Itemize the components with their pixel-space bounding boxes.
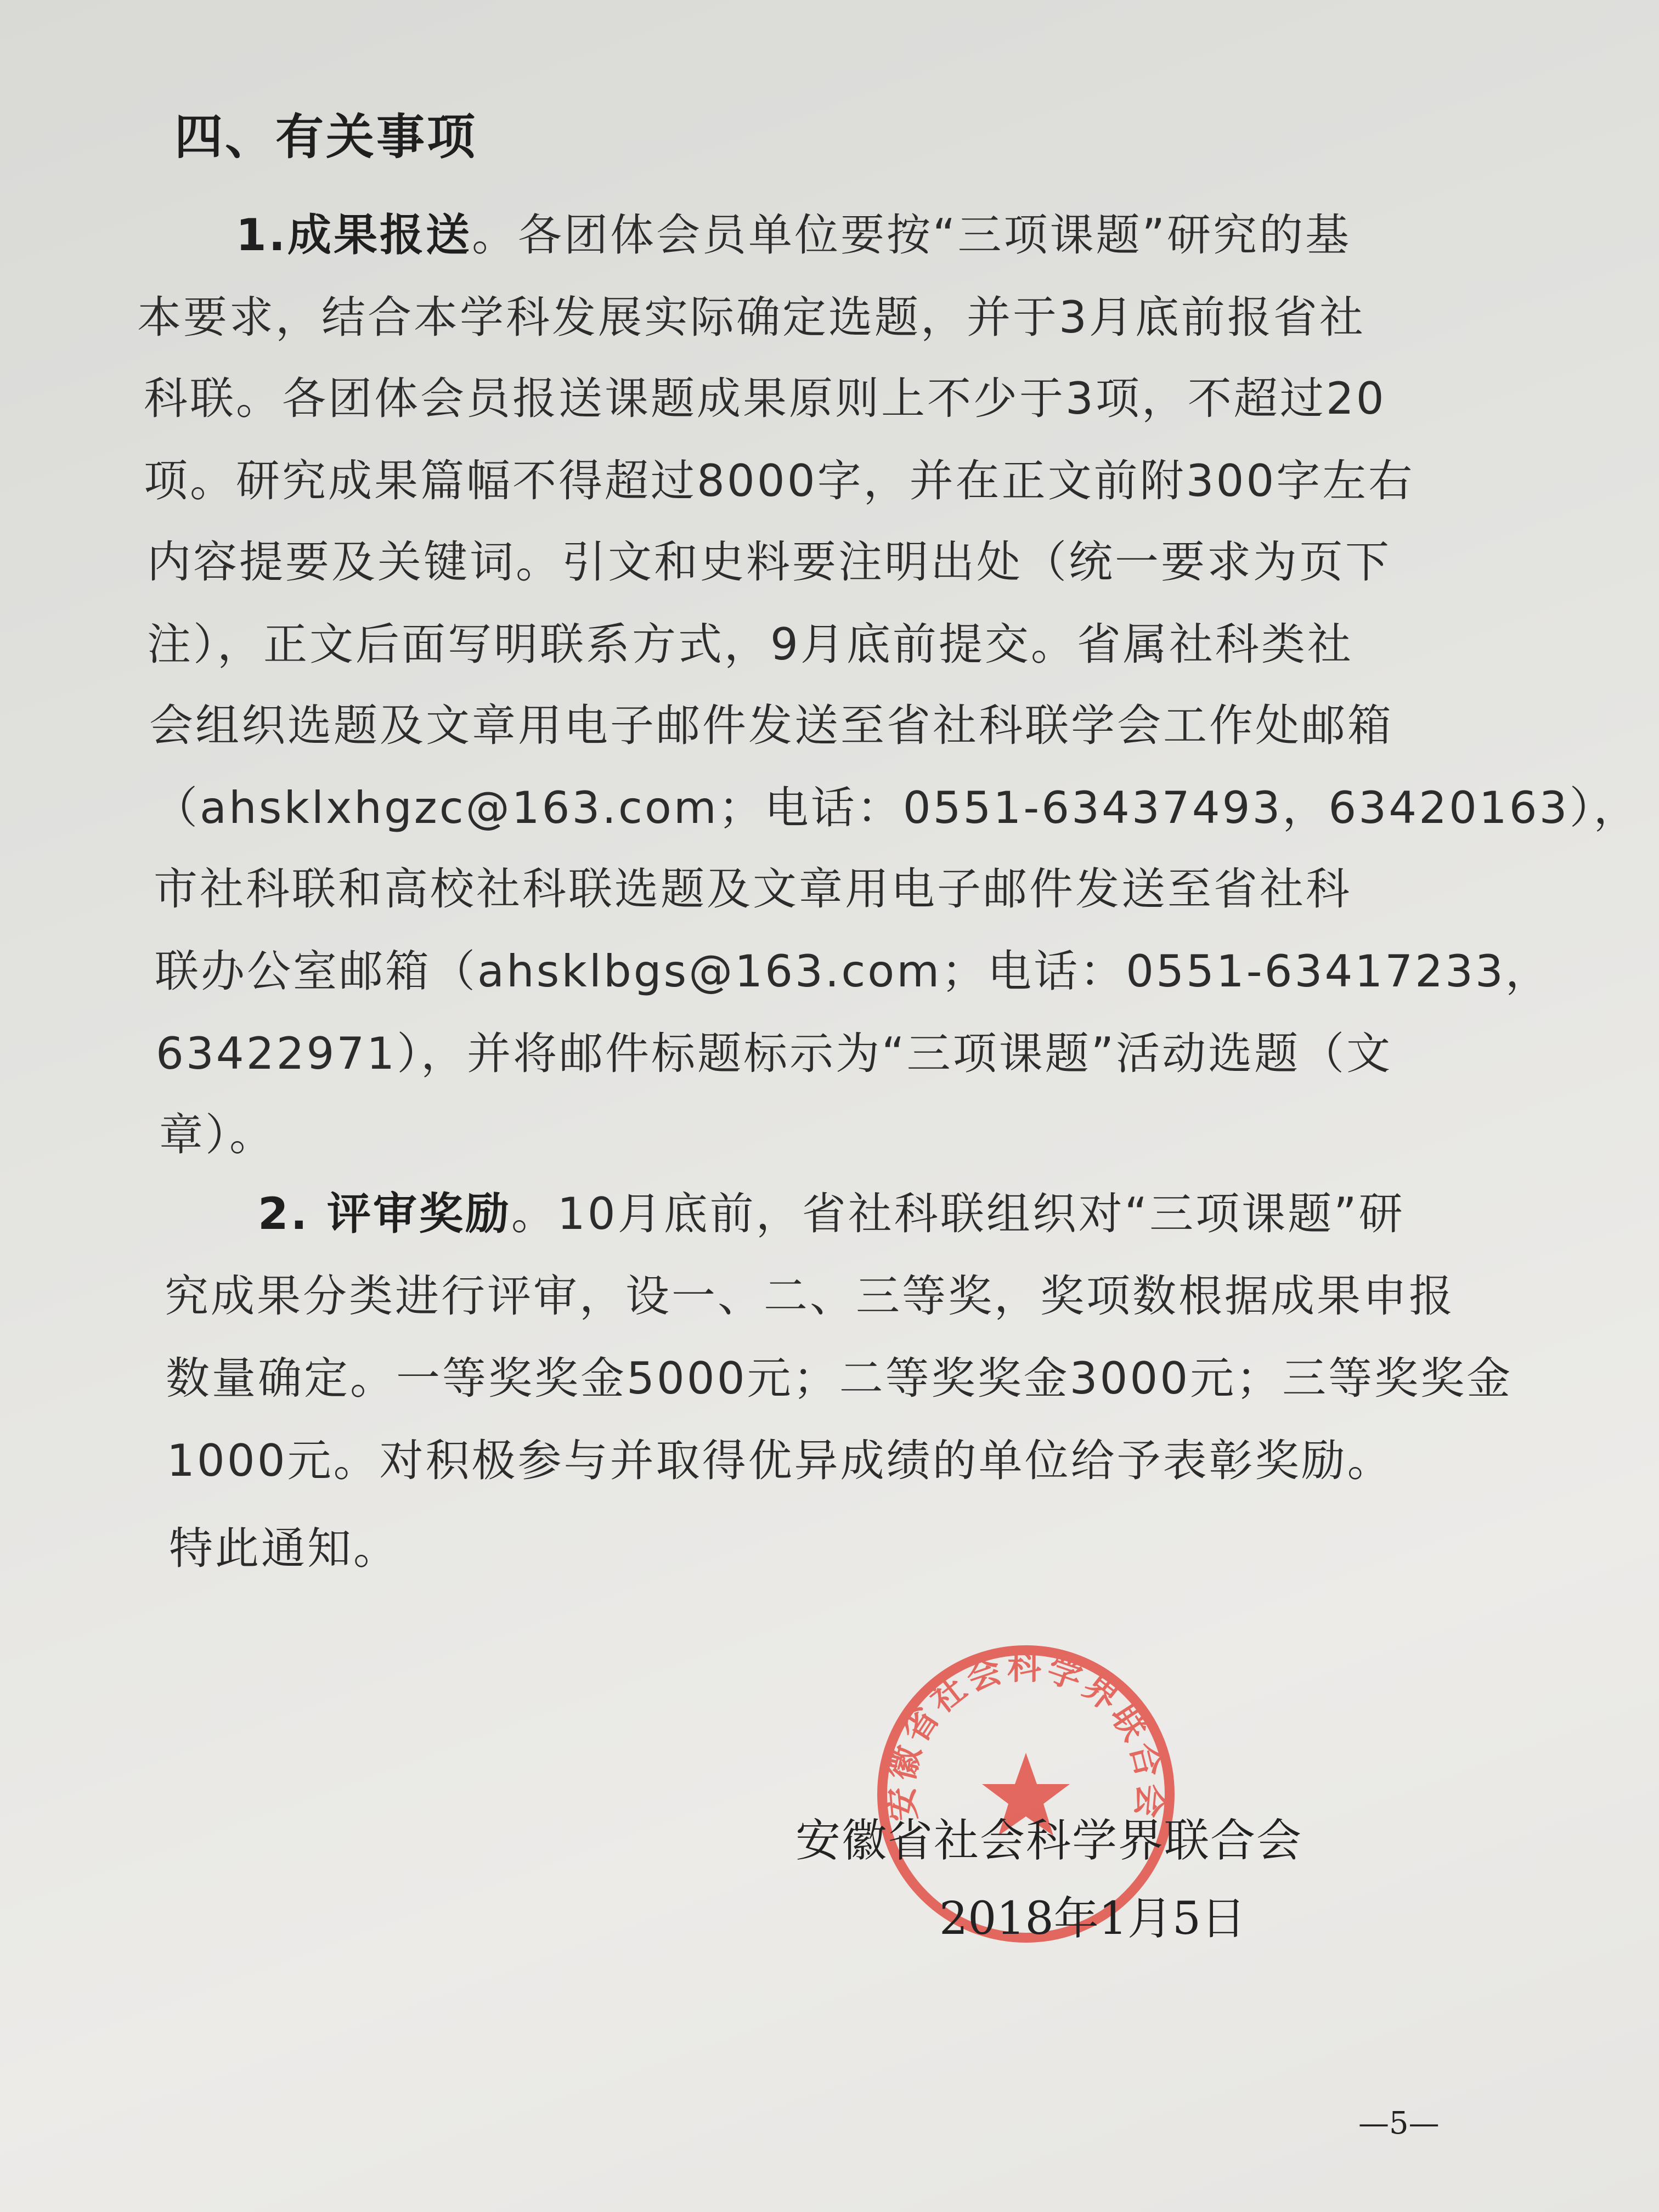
- closing-remark: 特此通知。: [169, 1523, 399, 1574]
- paragraph-2-line-2: 究成果分类进行评审，设一、二、三等奖，奖项数根据成果申报: [165, 1271, 1455, 1322]
- page-number: —5—: [1358, 2106, 1440, 2141]
- paragraph-1-line-1: [236, 200, 1351, 263]
- paragraph-1-line-4: 项。研究成果篇幅不得超过8000字，并在正文前附300字左右: [144, 455, 1415, 506]
- signature-date: 2018年1月5日: [939, 1893, 1246, 1945]
- paragraph-2-line-4: 1000元。对积极参与并取得优异成绩的单位给予表彰奖励。: [167, 1435, 1393, 1486]
- paragraph-2-line-3: 数量确定。一等奖奖金5000元；二等奖奖金3000元；三等奖奖金: [166, 1353, 1513, 1404]
- paragraph-1-line-6: 注），正文后面写明联系方式，9月底前提交。省属社科类社: [147, 619, 1353, 670]
- paragraph-1-line-2: 本要求，结合本学科发展实际确定选题，并于3月底前报省社: [137, 292, 1365, 343]
- paragraph-1-line-5: 内容提要及关键词。引文和史料要注明出处（统一要求为页下: [147, 537, 1391, 588]
- paragraph-1-line-3: 科联。各团体会员报送课题成果原则上不少于3项，不超过20: [144, 373, 1386, 424]
- section-heading: 四、有关事项: [174, 109, 478, 165]
- paragraph-1-line-9: 市社科联和高校社科联选题及文章用电子邮件发送至省社科: [154, 864, 1352, 915]
- signature-organization: 安徽省社会科学界联合会: [795, 1815, 1303, 1867]
- paragraph-2-text: 。10月底前，省社科联组织对“三项课题”研: [511, 1188, 1405, 1239]
- seal-text: 安徽省社会科学界联合会: [881, 1647, 1171, 1823]
- paragraph-1-line-8: （ahsklxhgzc@163.com；电话：0551-63437493，63420163），: [154, 782, 1640, 833]
- paragraph-2-line-1: [258, 1178, 1405, 1242]
- paragraph-1-label: 1.成果报送: [236, 210, 472, 261]
- paragraph-1-line-10: 联办公室邮箱（ahsklbgs@163.com；电话：0551-63417233，: [155, 946, 1551, 997]
- paragraph-1-line-11: 63422971），并将邮件标题标示为“三项课题”活动选题（文: [156, 1028, 1393, 1079]
- paragraph-2-label: 2. 评审奖励: [258, 1188, 511, 1239]
- paragraph-1-text: 。各团体会员单位要按“三项课题”研究的基: [472, 210, 1351, 261]
- paragraph-1-line-7: 会组织选题及文章用电子邮件发送至省社科联学会工作处邮箱: [149, 700, 1393, 751]
- paragraph-1-line-12: 章）。: [159, 1109, 275, 1160]
